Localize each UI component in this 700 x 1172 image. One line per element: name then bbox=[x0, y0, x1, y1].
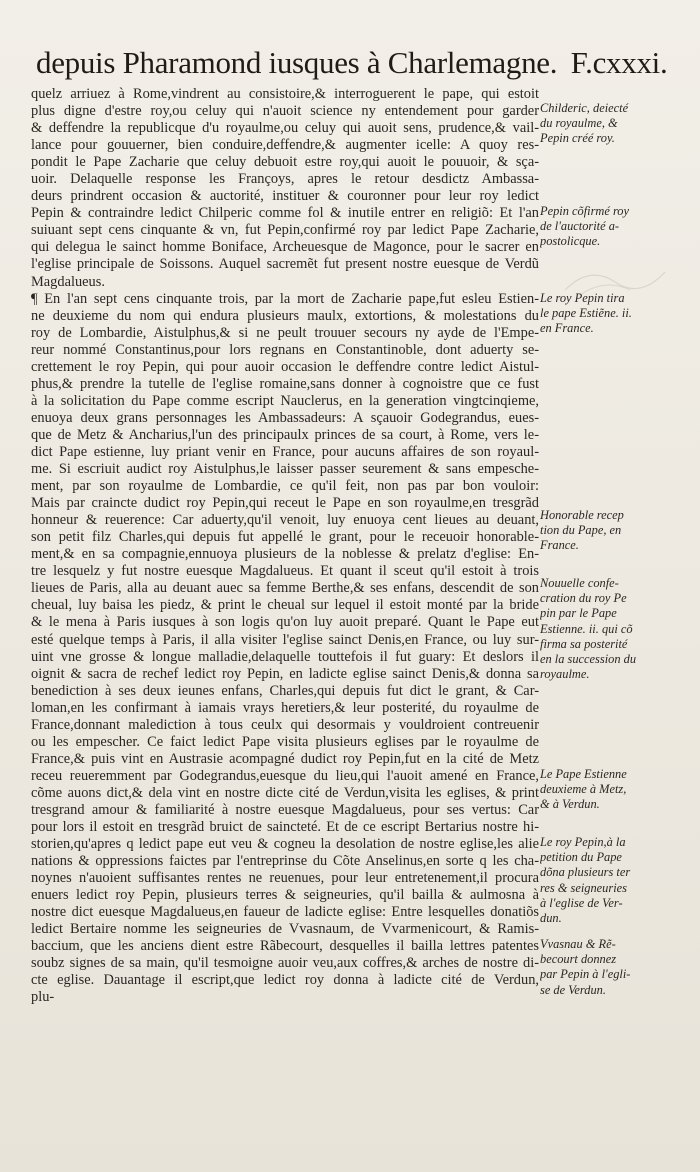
text-line: lieues de Paris, alla au deuant auec sa femme Berthe,& ses enfans, descendit de son bbox=[31, 580, 539, 597]
margin-note-line: de l'auctorité a- bbox=[540, 219, 620, 234]
margin-note-line: Le roy Pepin,à la bbox=[540, 835, 626, 849]
text-line: tresgrand amour & familiarité à nostre euesque Magdalueus, pour ses vertus: Car bbox=[31, 801, 539, 818]
text-line: Magdalueus. bbox=[31, 273, 105, 290]
margin-note-line: Childeric, deiecté bbox=[540, 101, 629, 115]
text-line: ou les empescher. Ce faict ledict Pape visita plusieurs eglises par le royaulme de bbox=[31, 733, 539, 750]
text-line: noynes n'auoient suffisantes rentes ne reuenues, pour leur entretenement,il procura bbox=[31, 870, 539, 887]
text-line: ment, par son royaulme de Lombardie, ce qu'il feit, non pas par bon vouloir: bbox=[31, 478, 539, 495]
margin-note-line: le pape Estiẽne. ii. bbox=[540, 306, 632, 321]
folio-number: F.cxxxi. bbox=[570, 45, 668, 80]
text-line: suiuant sept cens cinquante & vn, fut Pepin,confirmé roy par ledict Pape Zacharie, bbox=[31, 222, 539, 239]
header-title: depuis Pharamond iusques à Charlemagne. bbox=[36, 45, 558, 80]
margin-note-line: du royaulme, & bbox=[540, 116, 618, 131]
text-line: & deffendre la republicque d'u royaulme,ou celuy qui auoit sens, prudence,& vail- bbox=[31, 120, 539, 137]
text-line: cte eglise. Dauantage il escript,que ledict roy donna à ladicte cité de Verdun, bbox=[31, 972, 539, 989]
text-line: France,donnant malediction à tous ceulx qui desormais y vouldroient contreuenir bbox=[31, 716, 539, 733]
margin-note-line: royaulme. bbox=[540, 667, 590, 682]
main-text-column bbox=[31, 86, 539, 1007]
text-line: nostre dict euesque Magdalueus,en faueur de ladicte eglise: Entre lesquelles donatiõs bbox=[31, 904, 539, 921]
text-line: à la solicitation du Pape comme escript Nauclerus, en la generation vingtcinqieme, bbox=[31, 392, 539, 409]
running-header bbox=[36, 46, 676, 80]
margin-note-childeric bbox=[540, 101, 686, 147]
margin-note-honorable bbox=[540, 508, 686, 554]
margin-note-line: res & seigneuries bbox=[540, 880, 627, 895]
margin-note-line: par Pepin à l'egli- bbox=[540, 967, 631, 982]
text-line: oignit & sacra de rechef ledict roy Pepin, en ladicte eglise sainct Denis,& donna sa bbox=[31, 665, 539, 682]
text-line: Mais par craincte dudict roy Pepin,qui receut le Pape en son royaulme,en tresgrãd bbox=[31, 495, 539, 512]
text-line: ne deuxieme du nom qui endura plusieurs maulx, extortions, & molestations du bbox=[31, 307, 539, 324]
margin-note-line: dun. bbox=[540, 911, 562, 926]
text-line: roy de Lombardie, Aistulphus,& si ne peult trouuer secours ny ayde de l'Empe- bbox=[31, 324, 539, 341]
margin-note-vvasnau bbox=[540, 937, 686, 998]
text-line: lance pour gouuerner, bien conduire,deffendre,& augmenter icelle: A quoy res- bbox=[31, 137, 539, 154]
margin-note-line: Le Pape Estienne bbox=[540, 767, 627, 781]
text-line: que de Metz & Ancharius,l'un des principaulx princes de sa court, à Rome, vers le- bbox=[31, 426, 539, 443]
text-line: & le mena à Paris iusques à son logis qu'on luy auoit preparé. Quant le Pape eut bbox=[31, 614, 539, 631]
margin-note-line: Honorable recep bbox=[540, 508, 624, 522]
margin-note-line: se de Verdun. bbox=[540, 982, 606, 997]
margin-note-line: Vvasnau & Rẽ- bbox=[540, 937, 616, 951]
text-line: qui delegua le sainct homme Boniface, Archeuesque de Magonce, pour le sacrer en bbox=[31, 239, 539, 256]
margin-note-line: Pepin cõfirmé roy bbox=[540, 204, 630, 218]
text-line: enuers ledict roy Pepin, plusieurs terres & seigneuries, qu'il bailla & aulmosna à bbox=[31, 887, 539, 904]
text-line: tre lesquelz y fut nostre euesque Magdalueus. Et quant il sceut qu'il estoit à trois bbox=[31, 563, 539, 580]
margin-note-line: firma sa posterité bbox=[540, 636, 628, 651]
margin-note-line: cration du roy Pe bbox=[540, 591, 627, 606]
text-line: honneur & reuerence: Car aduerty,qu'il venoit, luy enuoya cent lieues au deuant, bbox=[31, 512, 539, 529]
margin-note-line: en France. bbox=[540, 321, 594, 336]
margin-note-line: en la succession du bbox=[540, 652, 637, 667]
text-line: baccium, que les anciens dient estre Rãbecourt, desquelles il bailla lettres patentes bbox=[31, 938, 539, 955]
text-line: soubz signes de sa main, qu'il tesmoigne auoir veu,aux coffres,& arches de nostre di- bbox=[31, 955, 539, 972]
text-line: uint vne grosse & longue malladie,delaquelle touttefois il fut guary: Et deslors il bbox=[31, 648, 539, 665]
text-line: France,& puis vint en Austrasie acompagné dudict roy Pepin,fut en la cité de Metz bbox=[31, 750, 539, 767]
text-line: uoir. Delaquelle response les Françoys, apres le retour desdictz Ambassa- bbox=[31, 171, 539, 188]
text-line: pour lors il estoit en tresgrãd bruict de saincteté. Et de ce escript Bertarius nostre hi- bbox=[31, 819, 539, 836]
text-line: plus digne d'estre roy,ou celuy qui n'auoit science ny entendement pour garder bbox=[31, 103, 539, 120]
text-line: cõme auons dict,& dela vint en nostre dicte cité de Verdun,visita les eglises, & print bbox=[31, 784, 539, 801]
text-line: me. Si escriuit audict roy Aistulphus,le laisser passer seurement & sans empesche- bbox=[31, 461, 539, 478]
text-line: crettement le roy Pepin, qui pour auoir occasion le deffendre contre ledict Aistul- bbox=[31, 358, 539, 375]
text-line: enuoya deux grans personnages les Ambassadeurs: A sçauoir Godegrandus, eues- bbox=[31, 409, 539, 426]
margin-note-line: pin par le Pape bbox=[540, 606, 617, 621]
text-line: quelz arriuez à Rome,vindrent au consistoire,& interroguerent le pape, qui estoit bbox=[31, 86, 539, 102]
margin-note-line: Nouuelle confe- bbox=[540, 576, 619, 590]
text-line: son petit filz Charles,qui depuis fut appellé le grant, pour le receuoir honorable- bbox=[31, 529, 539, 546]
text-line: ¶ En l'an sept cens cinquante trois, par la mort de Zacharie pape,fut esleu Estien- bbox=[31, 290, 539, 307]
margin-note-line: & à Verdun. bbox=[540, 797, 600, 812]
margin-note-line: becourt donnez bbox=[540, 952, 617, 967]
bleed-through-ornament bbox=[560, 260, 670, 300]
text-line: benediction à ses deux ieunes enfans, Charles,qui depuis fut dict le grant, & Car- bbox=[31, 682, 539, 699]
text-line: cheual, luy baisa les piedz, & print le cheual sur lequel il estoit monté par la bride bbox=[31, 597, 539, 614]
text-line: pondit le Pape Zacharie que celuy debuoit estre roy,qui auoit le pouuoir, & sça- bbox=[31, 154, 539, 171]
margin-note-line: France. bbox=[540, 538, 579, 553]
margin-note-pepin-confirme bbox=[540, 204, 686, 250]
text-line: ment,& en sa compagnie,ennuoya plusieurs de la noblesse & prelatz d'eglise: En- bbox=[31, 546, 539, 563]
text-line: Pepin & contraindre ledict Chilperic comme fol & inutile entrer en religiõ: Et l'an bbox=[31, 205, 539, 222]
text-line: l'eglise principale de Soissons. Auquel sacremẽt fut present nostre euesque de Verdũ bbox=[31, 256, 539, 273]
margin-note-nouvelle bbox=[540, 576, 686, 682]
text-line: phus,& prendre la tutelle de l'eglise romaine,sans donner à cognoistre que ce fust bbox=[31, 375, 539, 392]
text-line: storien,qu'apres q ledict pape eut veu & cogneu la desolation de nostre eglise,les alie bbox=[31, 836, 539, 853]
margin-note-line: postolicque. bbox=[540, 234, 601, 249]
margin-note-line: dõna plusieurs ter bbox=[540, 865, 631, 880]
text-line: plu- bbox=[31, 989, 55, 1006]
margin-note-line: petition du Pape bbox=[540, 850, 622, 865]
margin-note-line: Pepin créé roy. bbox=[540, 131, 615, 146]
text-line: dict Pape estienne, luy priant venir en France, pour aucuns affaires de son royaul- bbox=[31, 443, 539, 460]
margin-note-pepin-petition bbox=[540, 835, 686, 926]
margin-note-line: Le roy Pepin tira bbox=[540, 291, 625, 305]
text-line: nations & oppressions faictes par l'entreprinse du Cõte Anselinus,en sorte q les cha- bbox=[31, 853, 539, 870]
margin-note-line: Estienne. ii. qui cõ bbox=[540, 621, 633, 636]
text-line: reur nommé Constantinus,pour lors regnans en Constantinoble, dont aduerty se- bbox=[31, 341, 539, 358]
margin-note-line: à l'eglise de Ver- bbox=[540, 895, 623, 910]
text-line: ledict Bertaire nomme les seigneuries de Vvasnaum, de Vvarmenicourt, & Ramis- bbox=[31, 921, 539, 938]
text-line: receu reueremment par Godegrandus,euesque du lieu,qui l'auoit amené en France, bbox=[31, 767, 539, 784]
margin-note-line: tion du Pape, en bbox=[540, 523, 622, 538]
text-line: loman,en les confirmant à iamais vrays heretiers,& leur posterité, du royaulme de bbox=[31, 699, 539, 716]
text-line: esté quelque temps à Paris, il alla visiter l'eglise sainct Denis,en France, ou luy sur- bbox=[31, 631, 539, 648]
text-line: deurs prindrent occasion & auctorité, instituer & couronner pour leur roy ledict bbox=[31, 188, 539, 205]
margin-note-pape-metz bbox=[540, 767, 686, 813]
margin-note-line: deuxieme à Metz, bbox=[540, 782, 627, 797]
